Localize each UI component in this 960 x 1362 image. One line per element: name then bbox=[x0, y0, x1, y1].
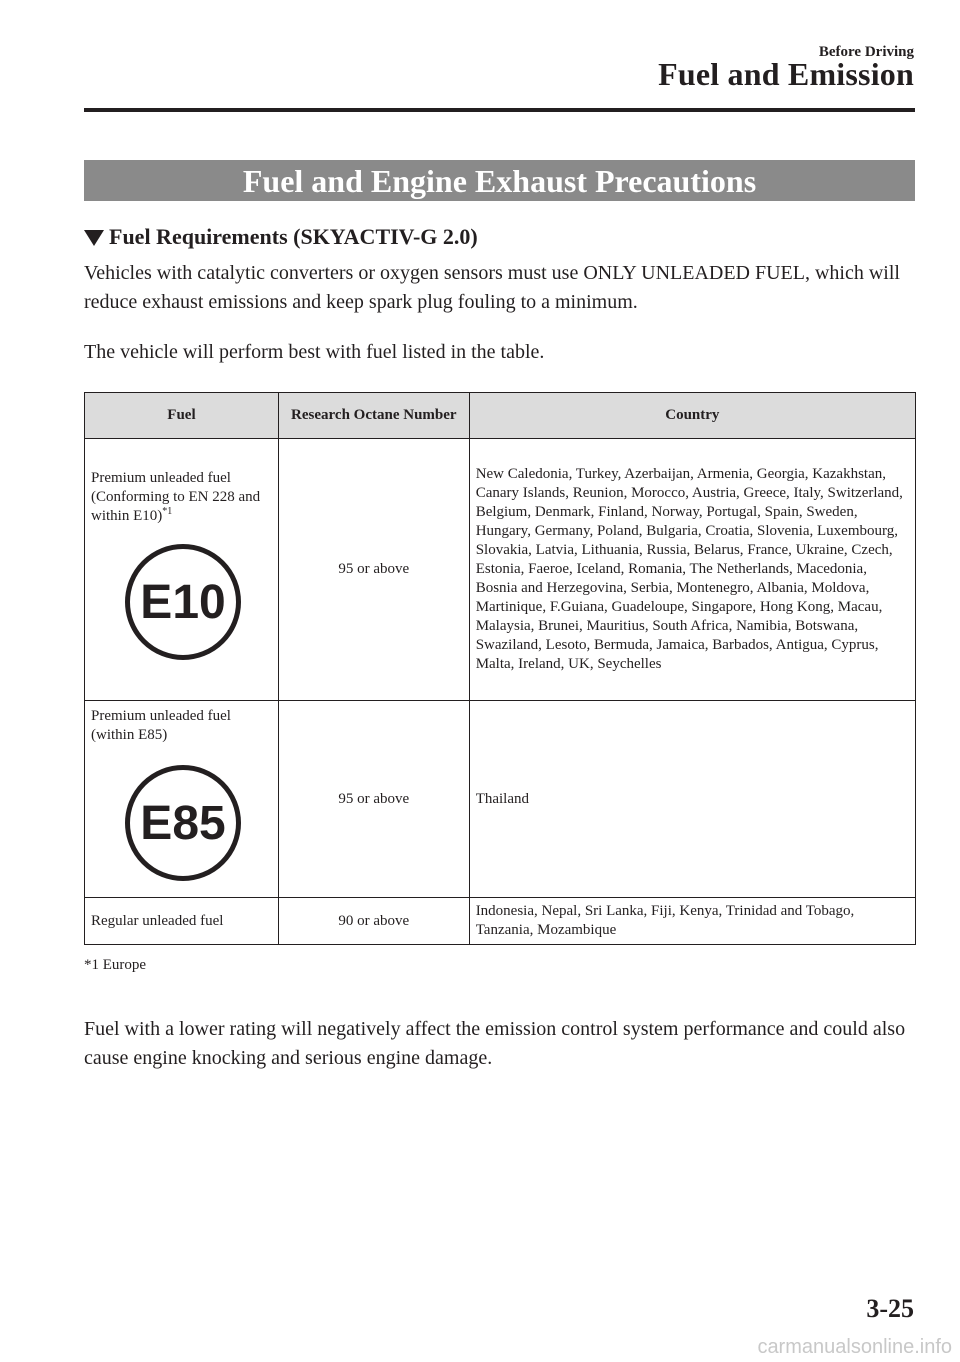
column-header-fuel: Fuel bbox=[85, 393, 279, 439]
table-header-row bbox=[85, 393, 916, 439]
subheading bbox=[84, 224, 478, 250]
column-header-octane: Research Octane Number bbox=[278, 393, 469, 439]
table-row bbox=[85, 898, 916, 945]
footnote-reference: *1 bbox=[162, 506, 173, 517]
octane-cell: 90 or above bbox=[278, 898, 469, 945]
fuel-cell bbox=[85, 701, 279, 898]
watermark: carmanualsonline.info bbox=[757, 1336, 952, 1358]
triangle-marker-icon bbox=[84, 230, 104, 246]
octane-cell: 95 or above bbox=[278, 701, 469, 898]
fuel-requirements-table bbox=[84, 392, 916, 945]
table-row bbox=[85, 439, 916, 701]
country-cell: Indonesia, Nepal, Sri Lanka, Fiji, Kenya, Trinidad and Tobago, Tanzania, Mozambique bbox=[469, 898, 915, 945]
e85-badge-icon: E85 bbox=[125, 765, 241, 881]
column-header-country: Country bbox=[469, 393, 915, 439]
table-footnote: *1 Europe bbox=[84, 957, 147, 973]
fuel-name: Premium unleaded fuel (Conforming to EN 228 and within E10)$^{*1}$ bbox=[91, 470, 261, 524]
e10-badge-icon: E10 bbox=[125, 544, 241, 660]
fuel-name: Premium unleaded fuel (within E85) bbox=[91, 708, 231, 743]
section-banner: Fuel and Engine Exhaust Precautions bbox=[84, 160, 915, 201]
country-cell: Thailand bbox=[469, 701, 915, 898]
header-chapter-title: Fuel and Emission bbox=[658, 56, 914, 92]
country-cell: New Caledonia, Turkey, Azerbaijan, Armenia, Georgia, Kazakhstan, Canary Islands, Reunion, Morocco, Austria, Greece, Italy, Switzerland, Belgium, Denmark, Finland, Norway, Portugal, Spain, Sweden, Hungary, Germany, Poland, Bulgaria, Croatia, Slovenia, Luxembourg, Slovakia, Latvia, Lithuania, Russia, Belarus, France, Ukraine, Czech, Estonia, Faeroe, Iceland, Romania, The Netherlands, Macedonia, Bosnia and Herzegovina, Serbia, Montenegro, Albania, Moldova, Martinique, F.Guiana, Guadeloupe, Singapore, Hong Kong, Macau, Malaysia, Brunei, Mauritius, South Africa, Namibia, Botswana, Swaziland, Lesoto, Bermuda, Jamaica, Barbados, Antigua, Cyprus, Malta, Ireland, UK, Seychelles bbox=[469, 439, 915, 701]
table-row bbox=[85, 701, 916, 898]
intro-paragraph: Vehicles with catalytic converters or oxygen sensors must use ONLY UNLEADED FUEL, which will reduce exhaust emissions and keep spark plug fouling to a minimum. bbox=[84, 262, 900, 313]
fuel-cell: Regular unleaded fuel bbox=[85, 898, 279, 945]
header-divider bbox=[84, 108, 915, 112]
fuel-cell bbox=[85, 439, 279, 701]
header-section-title: Before Driving bbox=[818, 44, 914, 60]
table-intro-paragraph: The vehicle will perform best with fuel listed in the table. bbox=[84, 341, 545, 363]
page-number: 3-25 bbox=[866, 1294, 914, 1323]
closing-paragraph: Fuel with a lower rating will negatively affect the emission control system performance and could also cause engine knocking and serious engine damage. bbox=[84, 1018, 906, 1069]
octane-cell: 95 or above bbox=[278, 439, 469, 701]
subheading-text: Fuel Requirements (SKYACTIV-G 2.0) bbox=[109, 224, 478, 249]
